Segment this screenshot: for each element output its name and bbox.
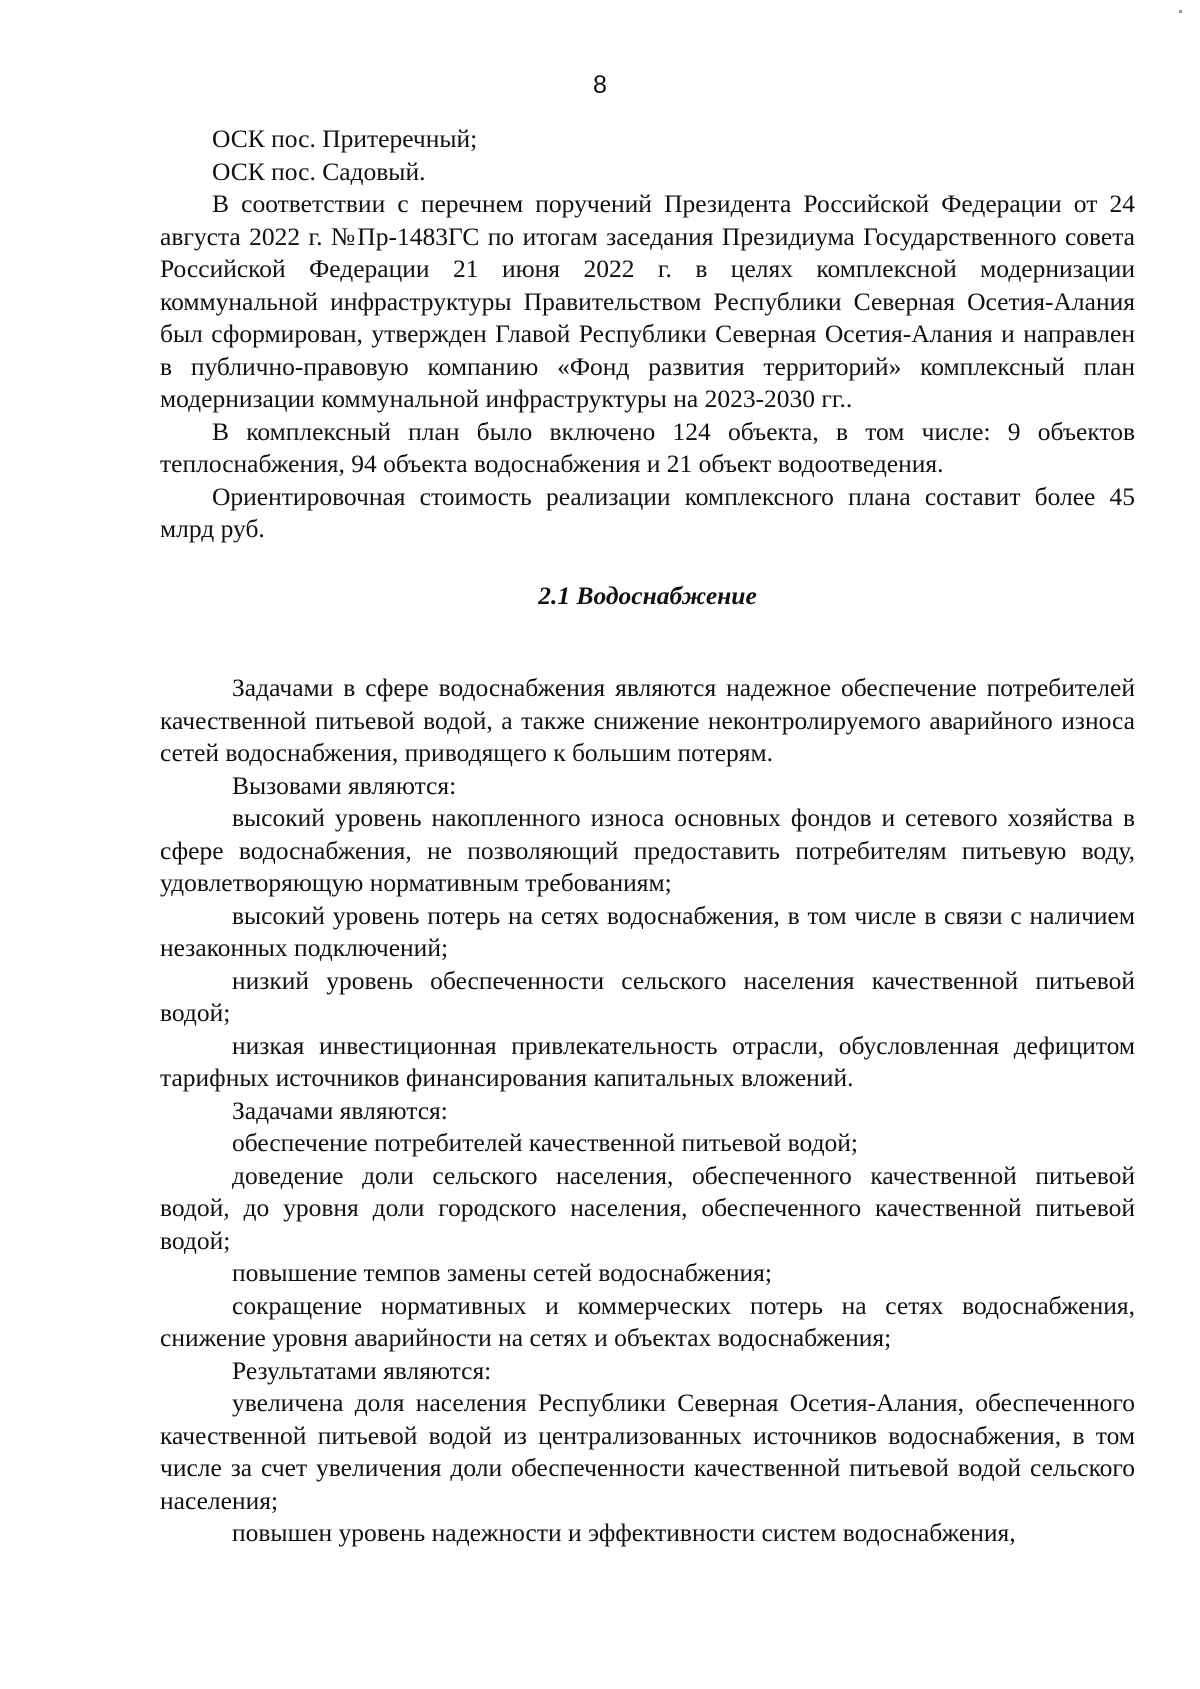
- list-item: сокращение нормативных и коммерческих потерь на сетях водоснабжения, снижение уровня аварийности на сетях и объектах водоснабжения;: [160, 1290, 1135, 1352]
- paragraph: ОСК пос. Садовый.: [212, 156, 426, 186]
- paragraph: Результатами являются:: [232, 1355, 492, 1385]
- list-item: высокий уровень накопленного износа основных фондов и сетевого хозяйства в сфере водоснабжения, не позволяющий предоставить потребителям питьевую воду, удовлетворяющую нормативным требованиям;: [160, 803, 1135, 897]
- paragraph: Задачами являются:: [232, 1095, 448, 1125]
- list-item: повышение темпов замены сетей водоснабжения;: [232, 1258, 772, 1287]
- list-item: низкий уровень обеспеченности сельского населения качественной питьевой водой;: [160, 965, 1135, 1027]
- section-heading: 2.1 Водоснабжение: [538, 580, 757, 610]
- paragraph: Ориентировочная стоимость реализации комплексного плана составит более 45 млрд руб.: [160, 481, 1135, 543]
- intro-block: [160, 123, 1135, 648]
- list-item: доведение доли сельского населения, обеспеченного качественной питьевой водой, до уровня доли городского населения, обеспеченного качественной питьевой водой;: [160, 1160, 1135, 1255]
- paragraph: Вызовами являются:: [232, 770, 457, 800]
- list-item: обеспечение потребителей качественной питьевой водой;: [232, 1128, 859, 1157]
- list-item: низкая инвестиционная привлекательность отрасли, обусловленная дефицитом тарифных источников финансирования капитальных вложений.: [160, 1030, 1135, 1092]
- paragraph: В комплексный план было включено 124 объекта, в том числе: 9 объектов теплоснабжения, 94 объекта водоснабжения и 21 объект водоотведения.: [160, 416, 1135, 478]
- scan-mark: [1179, 10, 1182, 13]
- list-item: повышен уровень надежности и эффективности систем водоснабжения,: [232, 1518, 1016, 1547]
- list-item: увеличена доля населения Республики Северная Осетия-Алания, обеспеченного качественной питьевой водой из централизованных источников водоснабжения, в том числе за счет увеличения доли обеспеченности качественной питьевой водой сельского населения;: [160, 1388, 1135, 1515]
- page-number: 8: [593, 71, 607, 99]
- paragraph: В соответствии с перечнем поручений Президента Российской Федерации от 24 августа 2022 г. №Пр-1483ГС по итогам заседания Президиума Государственного совета Российской Федерации 21 июня 2022 г. в целях комплексной модернизации коммунальной инфраструктуры Правительством Республики Северная Осетия-Алания был сформирован, утвержден Главой Республики Северная Осетия-Алания и направлен в публично-правовую компанию «Фонд развития территорий» комплексный план модернизации коммунальной инфраструктуры на 2023-2030 гг..: [160, 189, 1135, 413]
- paragraph: Задачами в сфере водоснабжения являются надежное обеспечение потребителей качественной питьевой водой, а также снижение неконтролируемого аварийного износа сетей водоснабжения, приводящего к большим потерям.: [160, 673, 1135, 767]
- section-body: [160, 672, 1135, 1550]
- list-item: высокий уровень потерь на сетях водоснабжения, в том числе в связи с наличием незаконных подключений;: [160, 900, 1135, 962]
- paragraph: ОСК пос. Притеречный;: [212, 124, 478, 153]
